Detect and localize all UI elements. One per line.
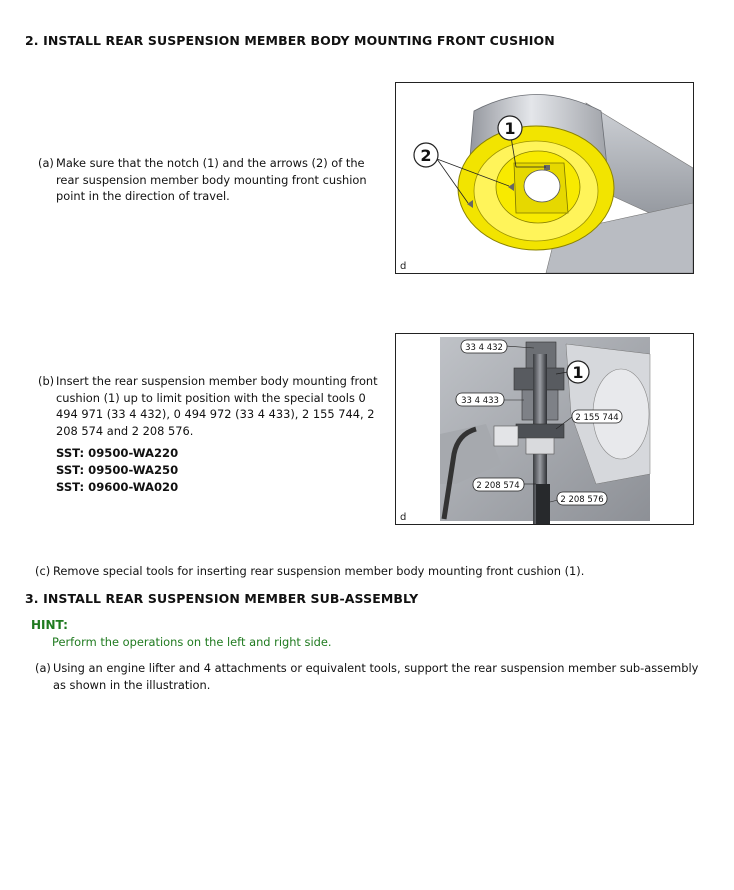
part-label: 2 208 576 bbox=[560, 495, 604, 505]
special-tools-illustration bbox=[396, 334, 693, 524]
step-3a-text: Using an engine lifter and 4 attachments or equivalent tools, support the rear suspension member sub-assembly as shown in the illustration. bbox=[53, 661, 699, 692]
step-2b bbox=[38, 373, 388, 496]
step-2a-text: Make sure that the notch (1) and the arrows (2) of the rear suspension member body mounting front cushion point in the direction of travel. bbox=[56, 156, 367, 203]
section-2-title: 2. INSTALL REAR SUSPENSION MEMBER BODY MOUNTING FRONT CUSHION bbox=[25, 33, 555, 48]
step-2b-text: Insert the rear suspension member body mounting front cushion (1) up to limit position with the special tools 0 494 971 (33 4 432), 0 494 972 (33 4 433), 2 155 744, 2 208 574 and 2 208 576. bbox=[56, 374, 378, 438]
hint-label: HINT: bbox=[31, 618, 68, 632]
part-label: 33 4 432 bbox=[465, 343, 503, 353]
figure-2-corner-label: d bbox=[400, 512, 407, 523]
cushion-illustration bbox=[396, 83, 693, 273]
part-label: 2 155 744 bbox=[575, 413, 619, 423]
step-2c bbox=[35, 563, 715, 580]
part-label: 33 4 433 bbox=[461, 396, 499, 406]
section-3-title: 3. INSTALL REAR SUSPENSION MEMBER SUB-ASSEMBLY bbox=[25, 591, 419, 606]
figure-special-tools bbox=[395, 333, 694, 525]
step-3a-label: (a) bbox=[35, 661, 51, 675]
callout-2-label: 2 bbox=[420, 146, 432, 165]
figure-1-corner-label: d bbox=[400, 261, 407, 272]
step-2c-label: (c) bbox=[35, 564, 51, 578]
hint-text: Perform the operations on the left and right side. bbox=[52, 635, 332, 649]
step-2a-label: (a) bbox=[38, 156, 54, 170]
sst-item: SST: 09500-WA250 bbox=[56, 463, 179, 477]
part-label: 2 208 574 bbox=[476, 481, 520, 491]
step-2a bbox=[38, 155, 388, 205]
sst-list bbox=[38, 445, 388, 496]
notch-mark-icon bbox=[544, 165, 550, 170]
step-2b-label: (b) bbox=[38, 374, 55, 388]
step-2c-text: Remove special tools for inserting rear suspension member body mounting front cushion (1). bbox=[53, 564, 585, 578]
sst-item: SST: 09500-WA220 bbox=[56, 446, 179, 460]
callout-1-label: 1 bbox=[504, 119, 516, 138]
callout-1-label: 1 bbox=[572, 363, 584, 382]
sst-item: SST: 09600-WA020 bbox=[56, 480, 179, 494]
figure-cushion-orientation bbox=[395, 82, 694, 274]
step-3a bbox=[35, 660, 705, 693]
cushion-bore bbox=[524, 170, 560, 202]
